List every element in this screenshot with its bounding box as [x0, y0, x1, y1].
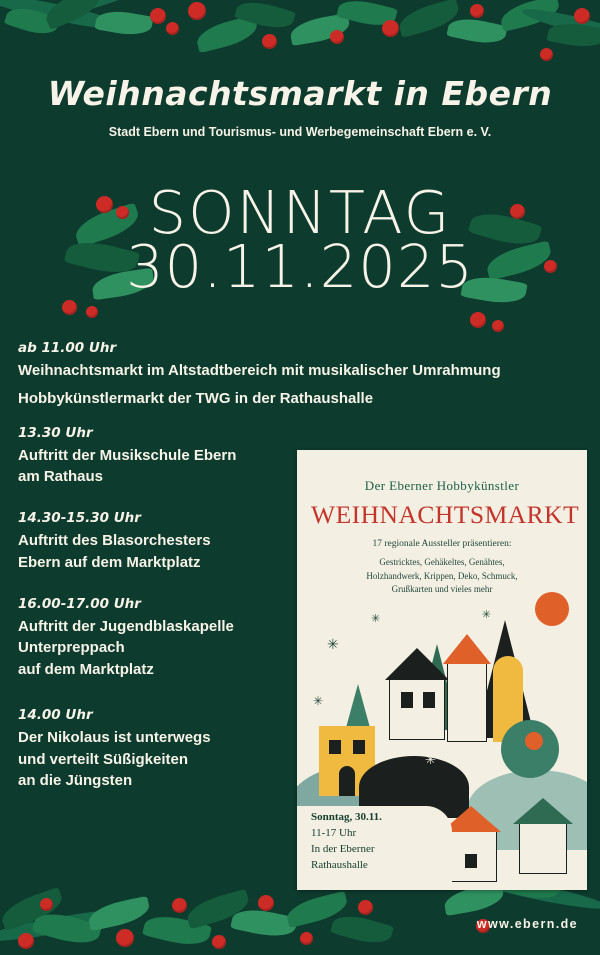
program-entry-time: 13.30 Uhr — [18, 424, 93, 441]
program-entry-time: 14.30-15.30 Uhr — [18, 510, 141, 526]
sun-shape — [535, 592, 569, 626]
program-entry-line: Der Nikolaus ist unterwegs — [18, 728, 211, 746]
program-entry-line: am Rathaus — [18, 468, 104, 486]
flyer-categories-line: Holzhandwerk, Krippen, Deko, Schmuck, — [366, 570, 518, 581]
program-entry-line: und verteilt Süßigkeiten — [18, 750, 189, 768]
flyer-categories-line: Grußkarten und vieles mehr — [391, 584, 493, 594]
poster-title: Weihnachtsmarkt in Ebern — [47, 74, 553, 113]
poster-date — [0, 178, 600, 302]
poster-header — [0, 74, 600, 139]
snowflake-icon: ✳ — [481, 609, 491, 621]
window-shape — [423, 692, 435, 708]
program-entry-time: ab 11.00 Uhr — [18, 340, 117, 356]
program-entry-line: Hobbykünstlermarkt der TWG in der Rathaushalle — [18, 389, 374, 407]
flyer-footer-place-line: Rathaushalle — [311, 859, 368, 872]
flyer-text-block — [297, 450, 587, 597]
window-shape — [353, 740, 365, 754]
flyer-footer-text — [311, 810, 382, 874]
flyer-footer-place-line: In der Eberner — [311, 843, 375, 856]
program-entry-line: Ebern auf dem Marktplatz — [18, 553, 201, 571]
flyer-footer-date: Sonntag, 30.11. — [311, 811, 382, 824]
program-entry-line: an die Jüngsten — [18, 772, 133, 790]
snowflake-icon: ✳ — [425, 752, 436, 767]
ornament-shape — [525, 732, 543, 750]
program-entry-line: Auftritt der Jugendblaskapelle — [18, 617, 234, 635]
program-entry-line: Weihnachtsmarkt im Altstadtbereich mit musikalischer Umrahmung — [18, 362, 501, 379]
flyer-title: WEIHNACHTSMARKT — [311, 500, 580, 529]
program-entry-time: 14.00 Uhr — [18, 706, 93, 723]
window-shape — [465, 854, 477, 868]
window-shape — [329, 740, 341, 754]
poster-subtitle: Stadt Ebern und Tourismus- und Werbegemeinschaft Ebern e. V. — [108, 125, 492, 139]
flyer-categories-line: Gestricktes, Gehäkeltes, Genähtes, — [379, 557, 505, 567]
door-shape — [339, 766, 355, 796]
roof-shape — [513, 798, 573, 824]
program-entry-line: Auftritt der Musikschule Ebern — [18, 446, 237, 464]
program-entry — [18, 340, 584, 410]
website-url[interactable]: www.ebern.de — [476, 917, 578, 931]
flyer-categories — [311, 556, 573, 597]
program-entry-line: Auftritt des Blasorchesters — [18, 532, 211, 549]
window-shape — [401, 692, 413, 708]
flyer-subtitle: 17 regionale Aussteller präsentieren: — [372, 539, 512, 549]
flyer-footer-time: 11-17 Uhr — [311, 827, 357, 840]
snowflake-icon: ✳ — [313, 694, 324, 708]
date-weekday: SONNTAG — [148, 178, 452, 247]
house-shape — [519, 820, 567, 874]
date-number: 30.11.2025 — [126, 232, 474, 302]
program-entry-line: auf dem Marktplatz — [18, 661, 154, 678]
program-entry-line: Unterpreppach — [18, 639, 125, 657]
roof-shape — [385, 648, 449, 680]
house-shape — [389, 678, 445, 740]
snowflake-icon: ✳ — [327, 636, 339, 652]
snowflake-icon: ✳ — [371, 613, 381, 625]
flyer-kicker: Der Eberner Hobbykünstler — [364, 478, 520, 493]
house-shape — [447, 662, 487, 742]
flyer-image — [297, 450, 587, 890]
program-entry-time: 16.00-17.00 Uhr — [18, 595, 141, 612]
roof-shape — [443, 634, 491, 664]
